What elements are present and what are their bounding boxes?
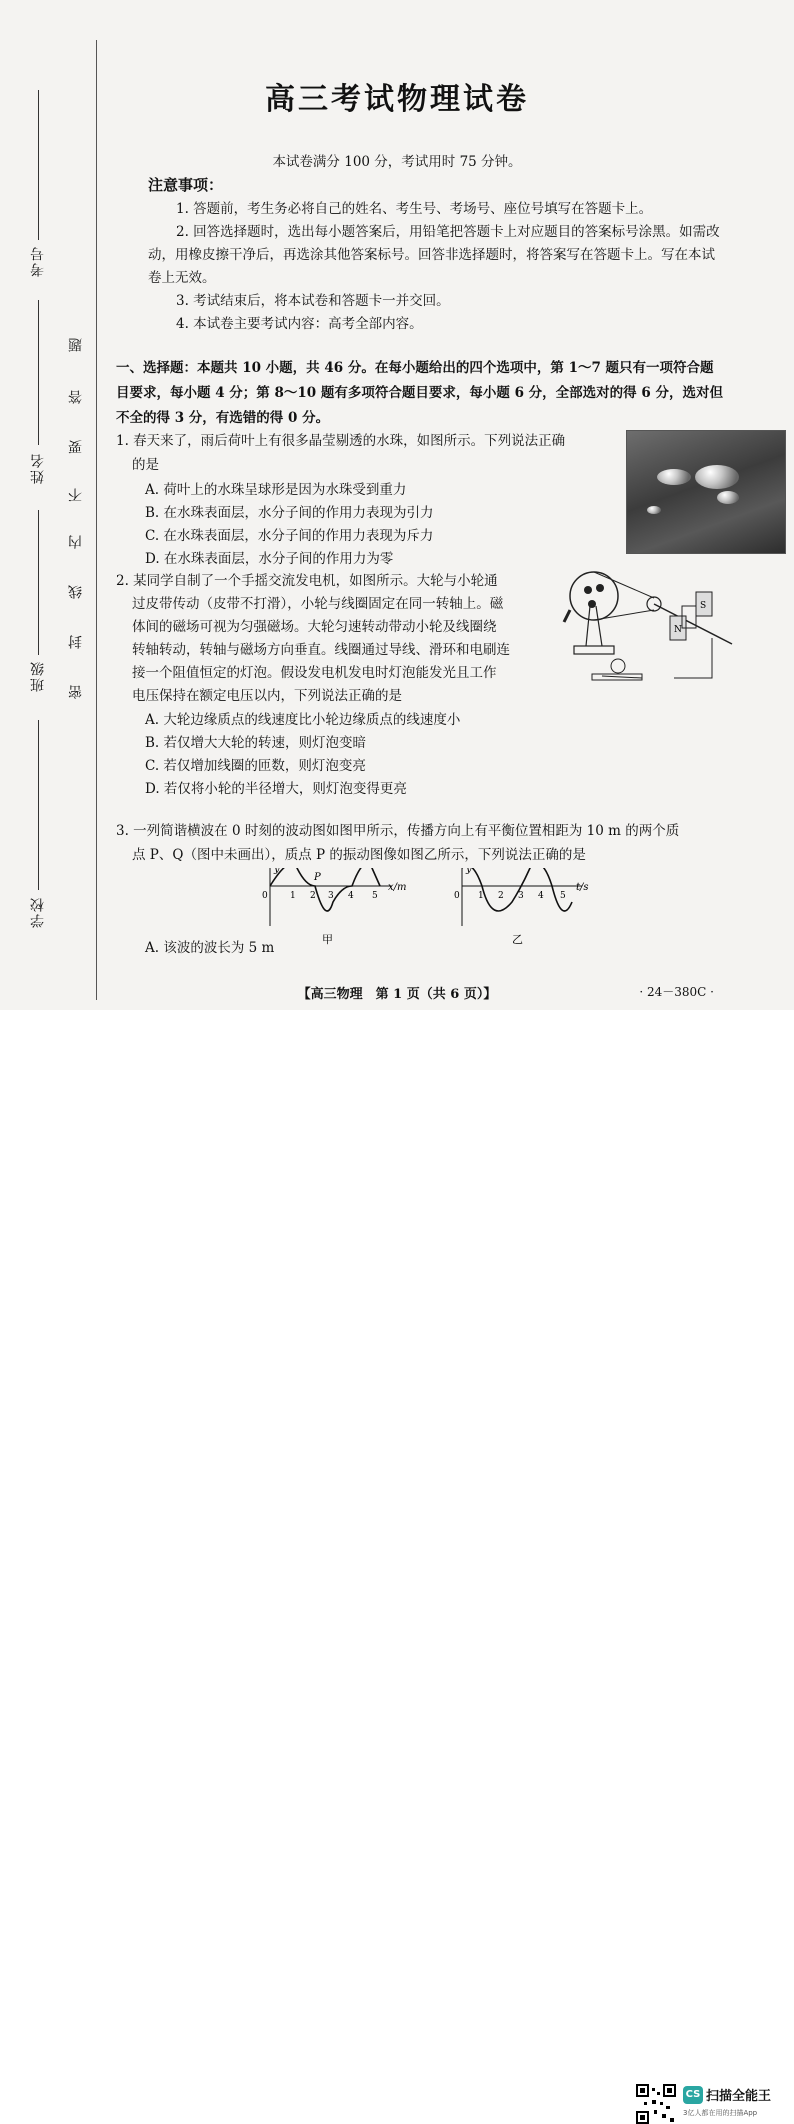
notice-heading: 注意事项： [148,176,224,194]
tick-label: 2 [498,891,504,901]
q1-option-d: D. 在水珠表面层，水分子间的作用力为零 [145,551,394,567]
binding-line [96,40,97,1000]
tick-label: 4 [538,891,544,901]
q2-stem-line: 接一个阻值恒定的灯泡。假设发电机发电时灯泡能发光且工作 [132,665,497,681]
q2-option-c: C. 若仅增加线圈的匝数，则灯泡变亮 [145,758,366,774]
water-drop [695,465,739,489]
vibration-curve [462,868,572,911]
q2-option-a: A. 大轮边缘质点的线速度比小轮边缘质点的线速度小 [145,712,461,728]
section-heading: 一、选择题：本题共 10 小题，共 46 分。在每小题给出的四个选项中，第 1～7 题只有一项符合题目要求，每小题 4 分；第 8～10 题有多项符合题目要求，每小题 6 分，全部选对的得 6 分，选对但不全的得 3 分，有选错的得 0 分。 [116,360,723,426]
y-axis-label: y [274,868,280,875]
q2-stem-line: 转轴转动，转轴与磁场方向垂直。线圈通过导线、滑环和电刷连 [132,642,510,658]
q3-stem-line2: 点 P、Q（图中未画出），质点 P 的振动图像如图乙所示，下列说法正确的是 [132,847,586,863]
notice-item: 2. 回答选择题时，选出每小题答案后，用铅笔把答题卡上对应题目的答案标号涂黑。如需改动，用橡皮擦干净后，再选涂其他答案标号。回答非选择题时，将答案写在答题卡上。写在本试卷上无效。 [148,224,720,286]
seal-char: 线 [68,585,84,599]
lotus-water-drops-photo [626,430,786,554]
q2-stem-line: 过皮带传动（皮带不打滑），小轮与线圈固定在同一转轴上。磁 [132,596,504,612]
seal-char: 内 [68,535,84,549]
seal-char: 密 [68,685,84,699]
crank-handle [564,610,570,622]
q3-stem-line1: 3. 一列简谐横波在 0 时刻的波动图如图甲所示，传播方向上有平衡位置相距为 10 m 的两个质 [116,823,680,839]
figure-caption: 乙 [512,933,523,946]
tick-label: 2 [310,891,316,901]
tick-label: 1 [290,891,296,901]
water-drop [657,469,691,485]
generator-stand [596,606,602,646]
generator-base [574,646,614,654]
tick-label: 0 [262,891,268,901]
tick-label: 4 [348,891,354,901]
q2-stem-line: 2. 某同学自制了一个手摇交流发电机，如图所示。大轮与小轮通 [116,573,498,589]
notice-item: 1. 答题前，考生务必将自己的姓名、考生号、考场号、座位号填写在答题卡上。 [176,201,653,217]
notice-item: 4. 本试卷主要考试内容：高考全部内容。 [176,316,423,332]
camscanner-logo-icon: CS [683,2086,703,2104]
class-fill-line [38,510,39,655]
page-footer: 【高三物理 第 1 页（共 6 页）】 [297,987,497,1002]
name-label: 姓名 [30,452,46,484]
figure-caption: 甲 [322,933,333,946]
y-axis-label: y [466,868,472,875]
notice-list [148,198,728,336]
hand-generator-figure [562,566,742,696]
tick-label: 5 [372,891,378,901]
exam-subtitle: 本试卷满分 100 分，考试用时 75 分钟。 [272,154,522,170]
exam-no-label: 考号 [30,245,46,277]
belt [594,572,654,598]
x-axis-label: x/m [388,882,407,893]
axle [654,604,732,644]
point-p-label: P [314,872,321,883]
seal-char: 答 [68,390,84,404]
exam-code: · 24－380C · [639,985,714,999]
q1-option-b: B. 在水珠表面层，水分子间的作用力表现为引力 [145,505,434,521]
tick-label: 5 [560,891,566,901]
q2-stem-line: 电压保持在额定电压以内，下列说法正确的是 [132,688,402,704]
seal-char: 题 [68,338,84,352]
bulb [611,659,625,673]
tick-label: 3 [518,891,524,901]
x-axis-label: t/s [576,882,589,893]
q2-stem-line: 体间的磁场可视为匀强磁场。大轮匀速转动带动小轮及线圈绕 [132,619,497,635]
q2-option-b: B. 若仅增大大轮的转速，则灯泡变暗 [145,735,367,751]
q1-option-c: C. 在水珠表面层，水分子间的作用力表现为斥力 [145,528,434,544]
water-drop [717,491,739,504]
wheel-hole [584,586,592,594]
wave-graph-a [260,868,410,948]
q2-option-d: D. 若仅将小轮的半径增大，则灯泡变得更亮 [145,781,407,797]
brand-name: 扫描全能王 [706,2089,772,2104]
belt [594,610,654,620]
water-drop [647,506,661,514]
q1-stem-line2: 的是 [132,457,159,473]
generator-stand [586,606,590,646]
q1-stem-line1: 1. 春天来了，雨后荷叶上有很多晶莹剔透的水珠，如图所示。下列说法正确 [116,433,566,449]
tick-label: 0 [454,891,460,901]
q3-option-a: A. 该波的波长为 5 m [145,940,275,956]
school-label: 学校 [30,896,46,928]
magnet-s-label: S [700,601,707,611]
wheel-hole [588,600,596,608]
scanner-watermark-bar [0,1010,794,2117]
wire [602,638,712,678]
seal-char: 封 [68,635,84,649]
notice-item: 3. 考试结束后，将本试卷和答题卡一并交回。 [176,293,450,309]
school-fill-line [38,720,39,890]
seal-char: 要 [68,440,84,454]
tick-label: 3 [328,891,334,901]
wave-curve [270,868,380,911]
tick-label: 1 [478,891,484,901]
wheel-hole [596,584,604,592]
seal-char: 不 [68,488,84,502]
qr-code-icon [636,2084,676,2124]
magnet-n-label: N [674,625,682,635]
wave-graph-b [452,868,602,948]
q1-option-a: A. 荷叶上的水珠呈球形是因为水珠受到重力 [145,482,407,498]
name-fill-line [38,300,39,445]
brand-tagline: 3亿人都在用的扫描App [683,2109,758,2117]
exam-title: 高三考试物理试卷 [265,82,529,117]
class-label: 班级 [30,660,46,692]
